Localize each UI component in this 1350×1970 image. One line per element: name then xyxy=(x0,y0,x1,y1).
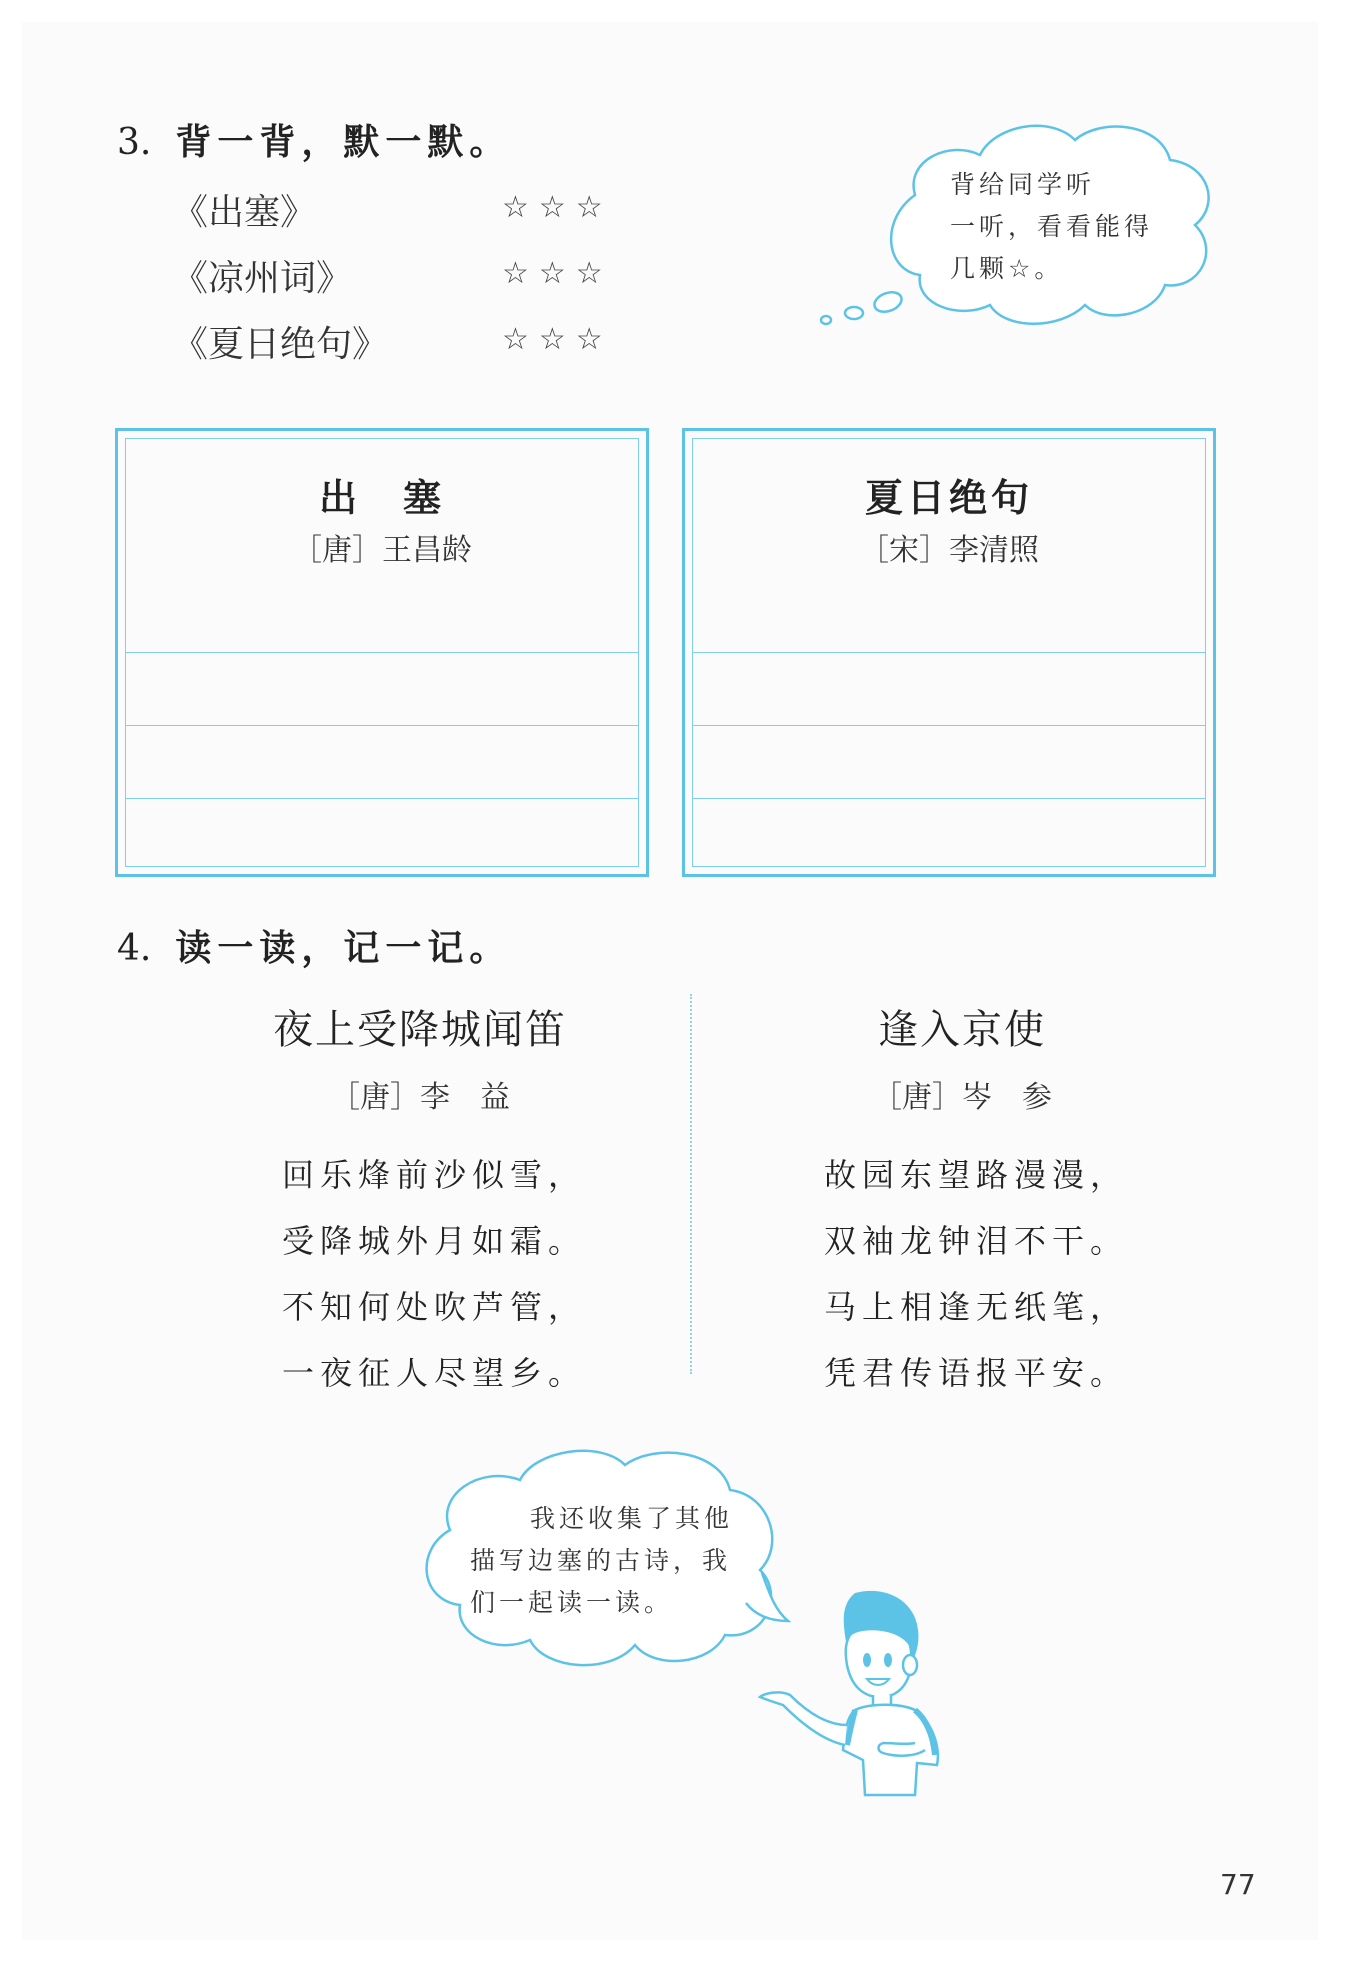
boy-illustration-icon xyxy=(755,1585,945,1800)
poem-2-line-1: 故园东望路漫漫， xyxy=(824,1156,1129,1194)
poem-1-line-4: 一夜征人尽望乡。 xyxy=(282,1354,587,1392)
bubble-line-2: 一听，看看能得 xyxy=(950,212,1154,241)
writing-box-xiarijueju xyxy=(682,428,1216,877)
section-4-number: 4. xyxy=(117,928,152,969)
poem-2-line-2: 双袖龙钟泪不干。 xyxy=(824,1222,1129,1260)
poem-1-title: 夜上受降城闻笛 xyxy=(273,1007,567,1053)
writing-box-frame xyxy=(692,438,1206,867)
writing-line-3[interactable] xyxy=(126,798,638,799)
poem-2-title: 逢入京使 xyxy=(878,1007,1046,1053)
recite-item-xiarijueju: 《夏日绝句》 xyxy=(172,324,389,365)
writing-line-1[interactable] xyxy=(126,652,638,653)
box-title: 夏日绝句 xyxy=(864,476,1033,520)
recite-item-chusai: 《出塞》 xyxy=(172,192,317,233)
writing-line-2[interactable] xyxy=(693,725,1205,726)
bubble-line-1: 背给同学听 xyxy=(950,170,1096,199)
star-rating-xiarijueju[interactable]: ☆☆☆ xyxy=(502,322,613,357)
poem-2-author: ［唐］岑 参 xyxy=(872,1080,1052,1115)
bubble-line-3: 几颗☆。 xyxy=(950,254,1064,283)
poem-1-line-3: 不知何处吹芦管， xyxy=(282,1288,587,1326)
star-rating-chusai[interactable]: ☆☆☆ xyxy=(502,190,613,225)
section-3-number: 3. xyxy=(117,122,152,163)
box-author: ［宋］李清照 xyxy=(859,533,1039,568)
box-author: ［唐］王昌龄 xyxy=(292,533,472,568)
speech-line-3: 们一起读一读。 xyxy=(470,1588,674,1617)
box-title: 出 塞 xyxy=(318,476,445,520)
section-3-heading xyxy=(117,114,511,165)
poem-1-line-2: 受降城外月如霜。 xyxy=(282,1222,587,1260)
section-4-heading xyxy=(117,920,511,971)
poem-2-line-4: 凭君传语报平安。 xyxy=(824,1354,1129,1392)
dotted-divider xyxy=(690,994,692,1374)
writing-box-chusai xyxy=(115,428,649,877)
speech-line-1: 我还收集了其他 xyxy=(530,1504,734,1533)
section-4-title: 读一读，记一记。 xyxy=(175,928,512,969)
poem-1-author: ［唐］李 益 xyxy=(330,1080,510,1115)
writing-line-3[interactable] xyxy=(693,798,1205,799)
writing-box-frame xyxy=(125,438,639,867)
page-number: 77 xyxy=(1220,1868,1256,1901)
star-rating-liangzhouci[interactable]: ☆☆☆ xyxy=(502,256,613,291)
section-3-title: 背一背，默一默。 xyxy=(175,122,512,163)
recite-item-liangzhouci: 《凉州词》 xyxy=(172,258,353,299)
poem-2-line-3: 马上相逢无纸笔， xyxy=(824,1288,1129,1326)
speech-line-2: 描写边塞的古诗，我 xyxy=(470,1546,732,1575)
writing-line-2[interactable] xyxy=(126,725,638,726)
writing-line-1[interactable] xyxy=(693,652,1205,653)
poem-1-line-1: 回乐烽前沙似雪， xyxy=(282,1156,587,1194)
